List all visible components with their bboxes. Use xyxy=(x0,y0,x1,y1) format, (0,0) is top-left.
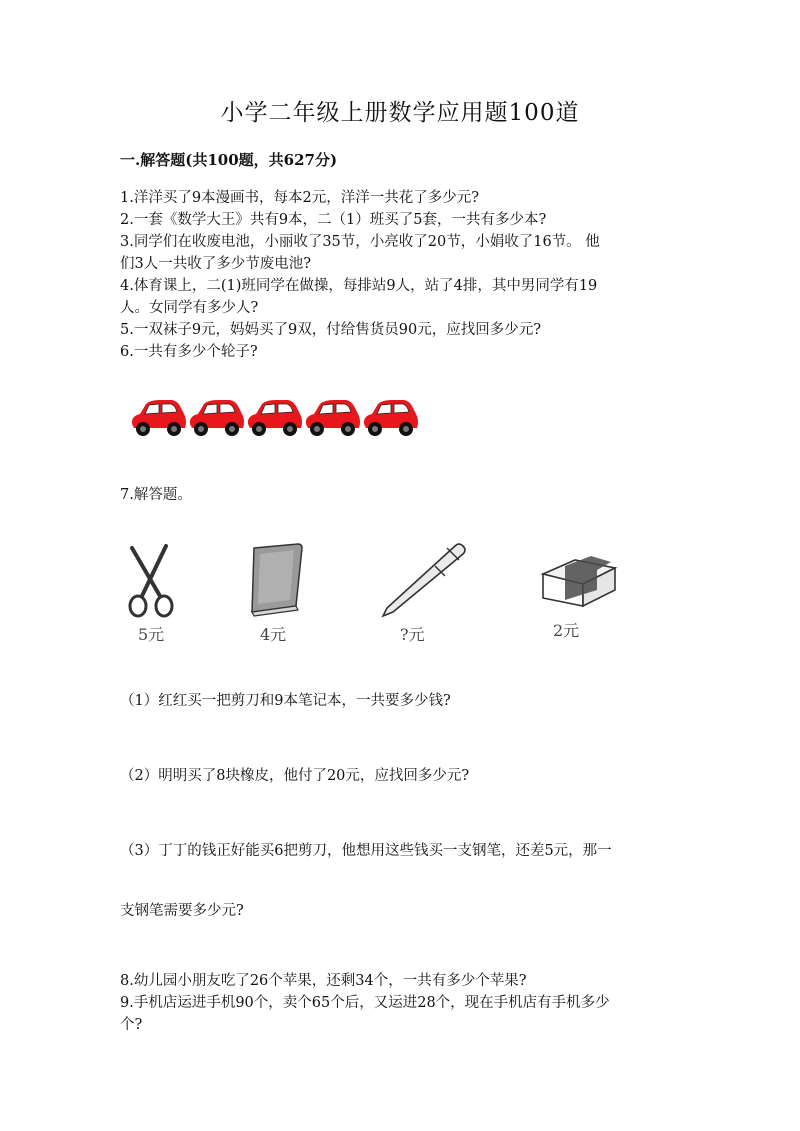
items-image xyxy=(110,540,630,650)
question-5: 5.一双袜子9元，妈妈买了9双，付给售货员90元，应找回多少元? xyxy=(120,322,542,338)
question-1: 1.洋洋买了9本漫画书，每本2元，洋洋一共花了多少元? xyxy=(120,190,480,206)
page-title: 小学二年级上册数学应用题100道 xyxy=(220,100,580,126)
car-icon xyxy=(186,394,246,440)
question-7: 7.解答题。 xyxy=(120,487,192,503)
scissors-price: 5元 xyxy=(138,625,165,644)
question-9-line-1: 9.手机店运进手机90个，卖个65个后，又运进28个，现在手机店有手机多少 xyxy=(120,995,610,1011)
sub-question-1: （1）红红买一把剪刀和9本笔记本，一共要多少钱? xyxy=(120,693,451,709)
question-6: 6.一共有多少个轮子? xyxy=(120,344,258,360)
car-icon xyxy=(360,394,420,440)
eraser-price: 2元 xyxy=(553,621,580,640)
notebook-price: 4元 xyxy=(260,625,287,644)
question-2: 2.一套《数学大王》共有9本，二（1）班买了5套，一共有多少本? xyxy=(120,212,547,228)
eraser-icon xyxy=(535,540,625,620)
sub-question-2: （2）明明买了8块橡皮，他付了20元，应找回多少元? xyxy=(120,768,470,784)
car-icon xyxy=(302,394,362,440)
question-4-line-2: 人。女同学有多少人? xyxy=(120,300,259,316)
sub-question-3-line-2: 支钢笔需要多少元? xyxy=(120,903,244,919)
question-3-line-1: 3.同学们在收废电池，小丽收了35节，小亮收了20节，小娟收了16节。 他 xyxy=(120,234,600,250)
question-3-line-2: 们3人一共收了多少节废电池? xyxy=(120,256,311,272)
sub-question-3-line-1: （3）丁丁的钱正好能买6把剪刀，他想用这些钱买一支钢笔，还差5元，那一 xyxy=(120,843,612,859)
section-heading: 一.解答题(共100题，共627分) xyxy=(120,151,338,169)
pen-price: ?元 xyxy=(400,625,425,644)
car-icon xyxy=(244,394,304,440)
question-8: 8.幼儿园小朋友吃了26个苹果，还剩34个，一共有多少个苹果? xyxy=(120,973,527,989)
question-9-line-2: 个? xyxy=(120,1017,143,1033)
car-icon xyxy=(128,394,188,440)
pen-icon xyxy=(375,540,475,620)
question-4-line-1: 4.体育课上，二(1)班同学在做操，每排站9人，站了4排，其中男同学有19 xyxy=(120,278,598,294)
notebook-icon xyxy=(240,540,310,620)
cars-image xyxy=(128,394,428,440)
scissors-icon xyxy=(120,540,180,620)
